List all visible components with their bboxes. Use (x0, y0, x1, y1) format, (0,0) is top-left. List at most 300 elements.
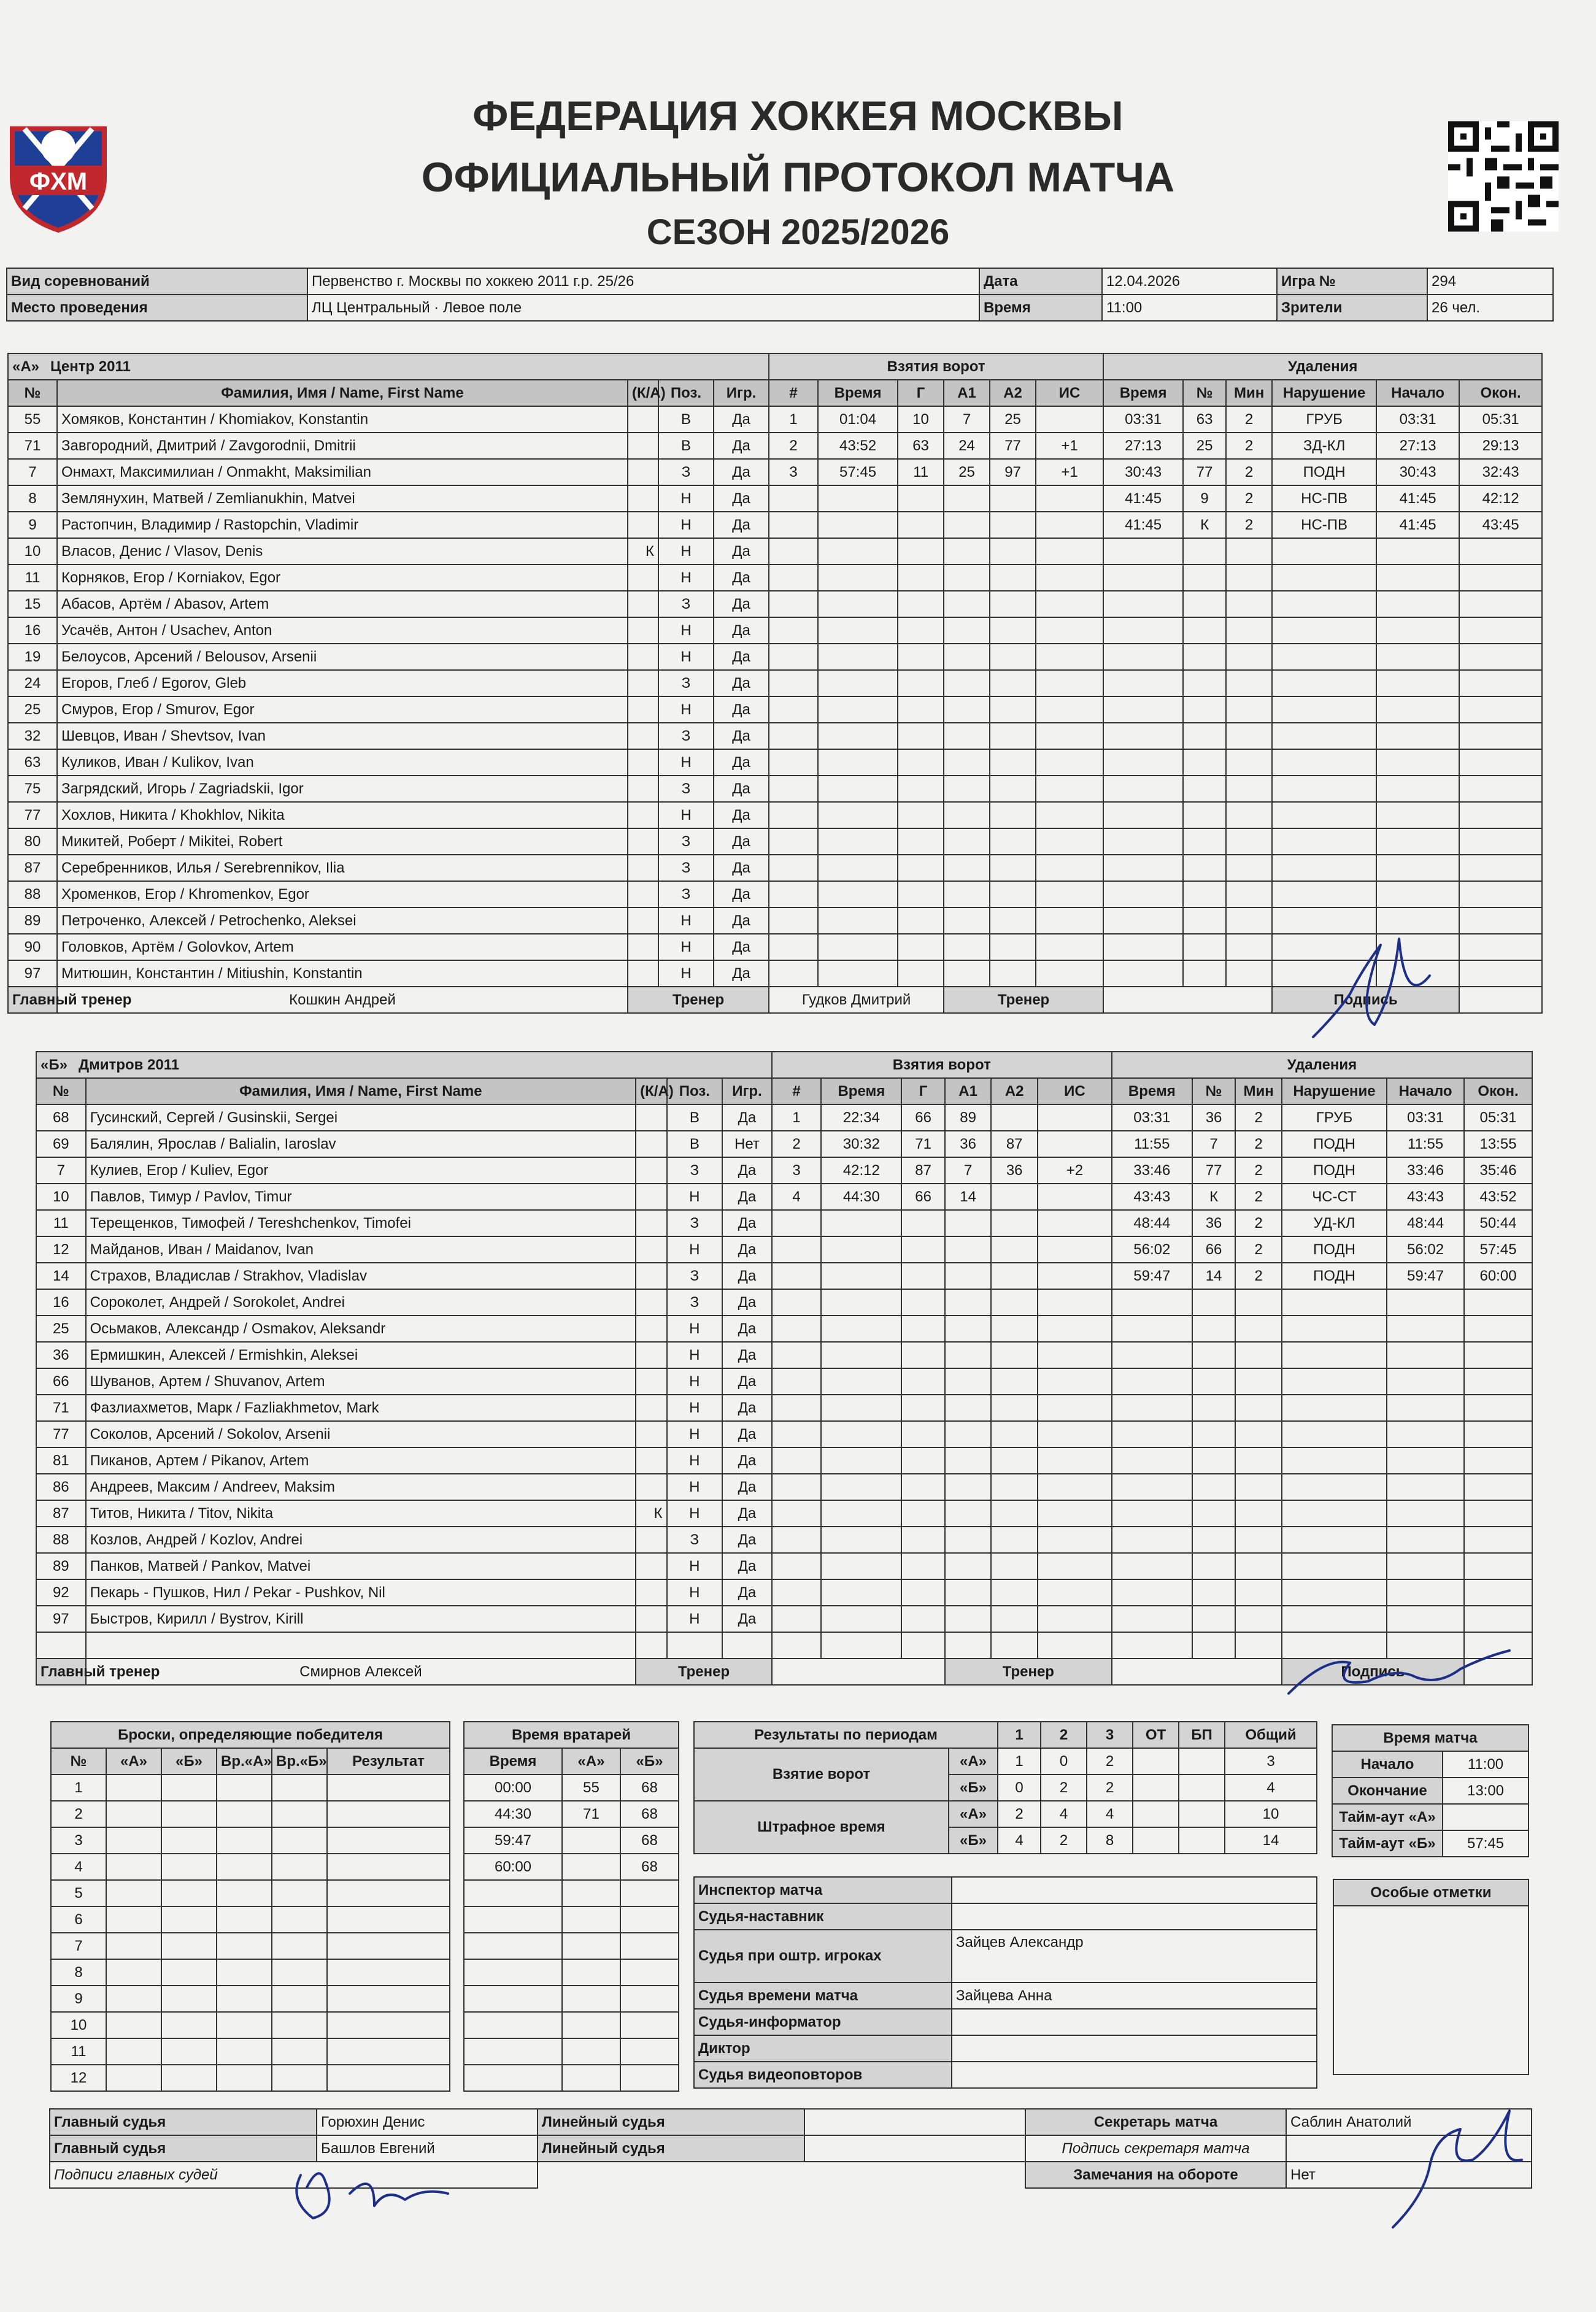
place-label: Место проведения (7, 295, 307, 321)
pen-minutes: 2 (1226, 485, 1272, 512)
goal-assist2: 25 (990, 406, 1036, 433)
goalie-b (620, 2012, 679, 2038)
player-name: Фазлиахметов, Марк / Fazliakhmetov, Mark (86, 1395, 636, 1421)
player-row (36, 1210, 1532, 1236)
goal-time (821, 1210, 901, 1236)
pen-b-label: «Б» (949, 1827, 998, 1854)
pen-end (1459, 776, 1542, 802)
goal-scorer: 87 (901, 1157, 945, 1184)
col-header-min: Мин (1235, 1078, 1282, 1104)
player-position: Н (667, 1316, 723, 1342)
goal-assist2 (990, 512, 1036, 538)
player-name: Павлов, Тимур / Pavlov, Timur (86, 1184, 636, 1210)
player-played: Да (714, 565, 769, 591)
pen-start: 43:43 (1387, 1184, 1464, 1210)
col-header-viol: Нарушение (1272, 380, 1376, 406)
signature-label: Подпись (1282, 1659, 1464, 1685)
shootout-cell (272, 1986, 327, 2012)
shootout-cell (327, 1959, 450, 1986)
pen-violation (1272, 670, 1376, 696)
goal-situation (1036, 749, 1103, 776)
goal-number (769, 644, 818, 670)
goal-assist2 (991, 1474, 1038, 1500)
player-name: Власов, Денис / Vlasov, Denis (57, 538, 628, 565)
informer-value (952, 2009, 1317, 2035)
goal-situation (1036, 406, 1103, 433)
goal-time (821, 1474, 901, 1500)
player-position: З (658, 881, 714, 907)
goal-situation (1036, 855, 1103, 881)
goals-a-total: 3 (1225, 1748, 1317, 1774)
timeout-a-label: Тайм-аут «А» (1332, 1804, 1443, 1830)
pen-end (1464, 1500, 1532, 1527)
goal-assist1 (945, 1474, 992, 1500)
pen-player (1192, 1316, 1236, 1342)
player-position: З (667, 1210, 723, 1236)
pen-start: 41:45 (1376, 485, 1459, 512)
goals-b-cell (1179, 1774, 1225, 1801)
player-row (36, 1579, 1532, 1606)
goalie-a (562, 2012, 620, 2038)
head-coach-label: Главный тренер (8, 987, 57, 1013)
pen-end (1464, 1421, 1532, 1447)
player-captain (636, 1263, 666, 1289)
goal-time (821, 1527, 901, 1553)
shootout-cell (272, 2065, 327, 2091)
goal-scorer (898, 855, 944, 881)
goal-time (818, 565, 898, 591)
period-2-header: 2 (1041, 1722, 1087, 1748)
player-captain (628, 696, 658, 723)
col-header-pos: Поз. (658, 380, 714, 406)
pen-minutes: 2 (1235, 1263, 1282, 1289)
pen-b-cell: 8 (1087, 1827, 1133, 1854)
time-label: Время (979, 295, 1102, 321)
pen-player (1192, 1447, 1236, 1474)
shootout-cell (272, 2012, 327, 2038)
col-header-start: Начало (1376, 380, 1459, 406)
pen-time (1103, 644, 1183, 670)
pen-violation (1272, 617, 1376, 644)
pen-violation: ЧС-СТ (1282, 1184, 1387, 1210)
shootout-cell (161, 1827, 217, 1854)
period-so-header: БП (1179, 1722, 1225, 1748)
player-played: Да (722, 1395, 772, 1421)
shootout-col-header: Вр.«Б» (272, 1748, 327, 1774)
goal-time (821, 1236, 901, 1263)
logo-text: ФХМ (29, 168, 88, 195)
goal-assist2 (990, 723, 1036, 749)
timekeeper-label: Судья времени матча (694, 1983, 952, 2009)
pen-time (1112, 1500, 1192, 1527)
goal-situation (1038, 1104, 1112, 1131)
date-value: 12.04.2026 (1102, 268, 1277, 295)
goal-assist1: 7 (945, 1157, 992, 1184)
goal-time (818, 960, 898, 987)
remarks-value: Нет (1286, 2162, 1532, 2188)
shootout-cell (272, 1774, 327, 1801)
player-captain (636, 1527, 666, 1553)
player-number: 19 (8, 644, 57, 670)
player-row (8, 855, 1542, 881)
goal-situation (1038, 1131, 1112, 1157)
goal-number (769, 696, 818, 723)
player-row (36, 1236, 1532, 1263)
player-row (8, 696, 1542, 723)
player-name: Хомяков, Константин / Khomiakov, Konstantin (57, 406, 628, 433)
pen-time: 33:46 (1112, 1157, 1192, 1184)
goal-time (818, 881, 898, 907)
goalie-time: 00:00 (464, 1774, 562, 1801)
goal-scorer (901, 1210, 945, 1236)
pen-end (1464, 1527, 1532, 1553)
player-played: Да (722, 1210, 772, 1236)
goal-situation (1038, 1395, 1112, 1421)
inspector-value (952, 1877, 1317, 1903)
penalties-header: Удаления (1103, 353, 1542, 380)
goal-time: 22:34 (821, 1104, 901, 1131)
shootout-cell (106, 1801, 161, 1827)
player-captain (628, 459, 658, 485)
goal-scorer (898, 670, 944, 696)
shootout-row-number: 8 (51, 1959, 106, 1986)
shootout-row-number: 9 (51, 1986, 106, 2012)
goal-assist2 (991, 1632, 1038, 1659)
goal-scorer (898, 696, 944, 723)
pen-player: 77 (1183, 459, 1226, 485)
player-played: Да (722, 1368, 772, 1395)
goal-time (818, 828, 898, 855)
shootout-table (50, 1721, 450, 2092)
pen-start (1376, 538, 1459, 565)
goal-scorer: 66 (901, 1184, 945, 1210)
player-position: Н (658, 512, 714, 538)
player-name: Ермишкин, Алексей / Ermishkin, Aleksei (86, 1342, 636, 1368)
shootout-row-number: 12 (51, 2065, 106, 2091)
teamB-name: Дмитров 2011 (78, 1056, 180, 1073)
goal-assist1 (945, 1553, 992, 1579)
pen-player (1192, 1606, 1236, 1632)
comp-label: Вид соревнований (7, 268, 307, 295)
col-header-igr: Игр. (722, 1078, 772, 1104)
player-row (8, 881, 1542, 907)
pen-player (1183, 591, 1226, 617)
player-position: Н (667, 1368, 723, 1395)
pen-violation (1282, 1579, 1387, 1606)
player-captain (628, 406, 658, 433)
goal-assist2: 97 (990, 459, 1036, 485)
shootout-cell (161, 1986, 217, 2012)
goal-situation: +1 (1036, 433, 1103, 459)
player-captain (636, 1474, 666, 1500)
goalie-b (620, 2038, 679, 2065)
pen-end (1459, 881, 1542, 907)
player-captain (628, 881, 658, 907)
goalie-b: 68 (620, 1854, 679, 1880)
player-played: Да (722, 1263, 772, 1289)
goal-number (769, 776, 818, 802)
pen-violation (1282, 1368, 1387, 1395)
pen-minutes (1226, 881, 1272, 907)
player-name: Абасов, Артём / Abasov, Artem (57, 591, 628, 617)
start-value: 11:00 (1443, 1751, 1529, 1778)
goals-a-cell (1179, 1748, 1225, 1774)
pen-time: 03:31 (1103, 406, 1183, 433)
goal-situation (1038, 1527, 1112, 1553)
goal-scorer (901, 1316, 945, 1342)
goal-situation (1036, 802, 1103, 828)
pen-start (1376, 565, 1459, 591)
player-row (8, 776, 1542, 802)
player-name: Быстров, Кирилл / Bystrov, Kirill (86, 1606, 636, 1632)
player-number: 10 (8, 538, 57, 565)
goalie-a (562, 1906, 620, 1933)
player-position: Н (658, 644, 714, 670)
goal-number (772, 1316, 822, 1342)
period-3-header: 3 (1087, 1722, 1133, 1748)
goal-number (772, 1474, 822, 1500)
goal-scorer (901, 1606, 945, 1632)
goal-assist1: 25 (944, 459, 990, 485)
pen-time (1103, 960, 1183, 987)
player-name: Растопчин, Владимир / Rastopchin, Vladimir (57, 512, 628, 538)
shootout-cell (106, 1854, 161, 1880)
game-value: 294 (1427, 268, 1553, 295)
player-name: Сороколет, Андрей / Sorokolet, Andrei (86, 1289, 636, 1316)
goalie-title: Время вратарей (464, 1722, 679, 1748)
shootout-cell (106, 2038, 161, 2065)
player-captain (628, 934, 658, 960)
player-number: 16 (8, 617, 57, 644)
player-number: 87 (36, 1500, 86, 1527)
pen-minutes: 2 (1226, 406, 1272, 433)
pen-minutes (1235, 1316, 1282, 1342)
goal-assist2 (990, 907, 1036, 934)
pen-start (1387, 1395, 1464, 1421)
goal-situation (1038, 1421, 1112, 1447)
goal-scorer (901, 1500, 945, 1527)
pen-minutes (1226, 802, 1272, 828)
pen-start (1376, 828, 1459, 855)
player-captain (636, 1368, 666, 1395)
remarks-label: Замечания на обороте (1025, 2162, 1286, 2188)
pen-time: 59:47 (1112, 1263, 1192, 1289)
player-played: Да (722, 1500, 772, 1527)
pen-time (1112, 1421, 1192, 1447)
pen-a-cell: 2 (998, 1801, 1041, 1827)
goal-number (769, 670, 818, 696)
player-captain (636, 1104, 666, 1131)
refs-signature-blank (538, 2162, 1025, 2188)
player-captain (628, 565, 658, 591)
player-name: Микитей, Роберт / Mikitei, Robert (57, 828, 628, 855)
goal-assist2 (990, 591, 1036, 617)
goal-number: 1 (772, 1104, 822, 1131)
pen-end (1464, 1289, 1532, 1316)
player-position: Н (658, 960, 714, 987)
goal-assist1 (944, 723, 990, 749)
pen-time: 41:45 (1103, 485, 1183, 512)
pen-player: К (1192, 1184, 1236, 1210)
goal-assist2 (991, 1447, 1038, 1474)
col-header-end: Окон. (1464, 1078, 1532, 1104)
pen-violation: НС-ПВ (1272, 485, 1376, 512)
pen-time (1112, 1368, 1192, 1395)
pen-end: 13:55 (1464, 1131, 1532, 1157)
player-captain (636, 1395, 666, 1421)
pen-player: 36 (1192, 1210, 1236, 1236)
player-captain (628, 485, 658, 512)
pen-time (1112, 1579, 1192, 1606)
goal-number (769, 512, 818, 538)
player-captain (636, 1579, 666, 1606)
shootout-cell (217, 1933, 272, 1959)
shootout-cell (217, 1854, 272, 1880)
player-number: 7 (36, 1157, 86, 1184)
goal-assist1 (945, 1368, 992, 1395)
goal-number: 1 (769, 406, 818, 433)
pen-start (1376, 670, 1459, 696)
goal-number (769, 591, 818, 617)
pen-end (1459, 591, 1542, 617)
player-position: В (667, 1104, 723, 1131)
player-position: Н (658, 907, 714, 934)
linesman-label: Линейный судья (538, 2135, 804, 2162)
goal-situation (1036, 538, 1103, 565)
pen-player (1183, 881, 1226, 907)
shootout-cell (327, 1906, 450, 1933)
player-position: Н (658, 617, 714, 644)
shootout-cell (327, 1854, 450, 1880)
shootout-cell (106, 1880, 161, 1906)
pen-end (1459, 723, 1542, 749)
pen-b-cell: 4 (998, 1827, 1041, 1854)
player-played: Да (714, 433, 769, 459)
player-row (8, 749, 1542, 776)
penalty-box-label: Судья при оштр. игроках (694, 1930, 952, 1983)
goalie-a (562, 1959, 620, 1986)
pen-player (1183, 749, 1226, 776)
goal-time: 44:30 (821, 1184, 901, 1210)
player-number: 87 (8, 855, 57, 881)
player-played: Да (714, 802, 769, 828)
pen-start: 11:55 (1387, 1131, 1464, 1157)
pen-player (1192, 1474, 1236, 1500)
goal-assist2 (991, 1289, 1038, 1316)
player-played: Да (714, 696, 769, 723)
goal-assist2 (991, 1500, 1038, 1527)
goal-scorer (901, 1527, 945, 1553)
player-captain (636, 1421, 666, 1447)
pen-b-cell (1133, 1827, 1179, 1854)
teamB-tag: «Б» (40, 1056, 67, 1073)
player-played: Да (714, 644, 769, 670)
pen-minutes (1235, 1342, 1282, 1368)
pen-a-cell: 4 (1087, 1801, 1133, 1827)
goal-time (821, 1447, 901, 1474)
player-name: Головков, Артём / Golovkov, Artem (57, 934, 628, 960)
shootout-row-number: 6 (51, 1906, 106, 1933)
player-position: Н (658, 802, 714, 828)
player-number: 92 (36, 1579, 86, 1606)
pen-minutes: 2 (1235, 1131, 1282, 1157)
goal-scorer (901, 1395, 945, 1421)
goal-time (821, 1632, 901, 1659)
pen-start (1387, 1606, 1464, 1632)
pen-violation (1282, 1421, 1387, 1447)
goalie-a: 71 (562, 1801, 620, 1827)
player-number: 66 (36, 1368, 86, 1395)
goals-a-cell (1133, 1748, 1179, 1774)
pen-player (1183, 723, 1226, 749)
goal-assist2 (991, 1553, 1038, 1579)
pen-player: 14 (1192, 1263, 1236, 1289)
timeout-b-value: 57:45 (1443, 1830, 1529, 1857)
goal-situation (1038, 1579, 1112, 1606)
player-played: Да (714, 776, 769, 802)
pen-time (1103, 670, 1183, 696)
goal-assist2 (991, 1104, 1038, 1131)
col-header-a1: А1 (944, 380, 990, 406)
player-row (36, 1527, 1532, 1553)
player-played (722, 1632, 772, 1659)
goal-assist1 (944, 802, 990, 828)
player-name (86, 1632, 636, 1659)
pen-end (1459, 749, 1542, 776)
player-played: Да (722, 1421, 772, 1447)
informer-label: Судья-информатор (694, 2009, 952, 2035)
player-position: З (658, 723, 714, 749)
teamB-label (36, 1052, 772, 1078)
col-header-a2: А2 (991, 1078, 1038, 1104)
goal-number: 3 (769, 459, 818, 485)
player-position: З (667, 1157, 723, 1184)
player-captain (628, 802, 658, 828)
goal-assist1 (944, 696, 990, 723)
goal-assist2 (990, 538, 1036, 565)
pen-start: 56:02 (1387, 1236, 1464, 1263)
player-row (8, 485, 1542, 512)
goalie-time: 44:30 (464, 1801, 562, 1827)
goal-time (818, 644, 898, 670)
goal-number (769, 934, 818, 960)
player-name: Смуров, Егор / Smurov, Egor (57, 696, 628, 723)
shootout-cell (161, 1854, 217, 1880)
pen-end (1464, 1474, 1532, 1500)
pen-start (1376, 617, 1459, 644)
place-value: ЛЦ Центральный · Левое поле (307, 295, 979, 321)
pen-minutes (1226, 776, 1272, 802)
pen-minutes (1226, 565, 1272, 591)
goal-assist1 (944, 617, 990, 644)
player-number: 9 (8, 512, 57, 538)
pen-player (1192, 1342, 1236, 1368)
col-header-pos: Поз. (667, 1078, 723, 1104)
pen-player: 66 (1192, 1236, 1236, 1263)
pen-start (1387, 1316, 1464, 1342)
pen-player (1183, 828, 1226, 855)
shootout-cell (272, 1880, 327, 1906)
pen-minutes: 2 (1226, 433, 1272, 459)
pen-minutes: 2 (1235, 1236, 1282, 1263)
pen-minutes (1235, 1289, 1282, 1316)
col-header-g: Г (898, 380, 944, 406)
penalties-header: Удаления (1112, 1052, 1532, 1078)
pen-end (1464, 1395, 1532, 1421)
pen-player (1192, 1289, 1236, 1316)
col-header-min: Мин (1226, 380, 1272, 406)
player-name: Серебренников, Илья / Serebrennikov, Ilia (57, 855, 628, 881)
